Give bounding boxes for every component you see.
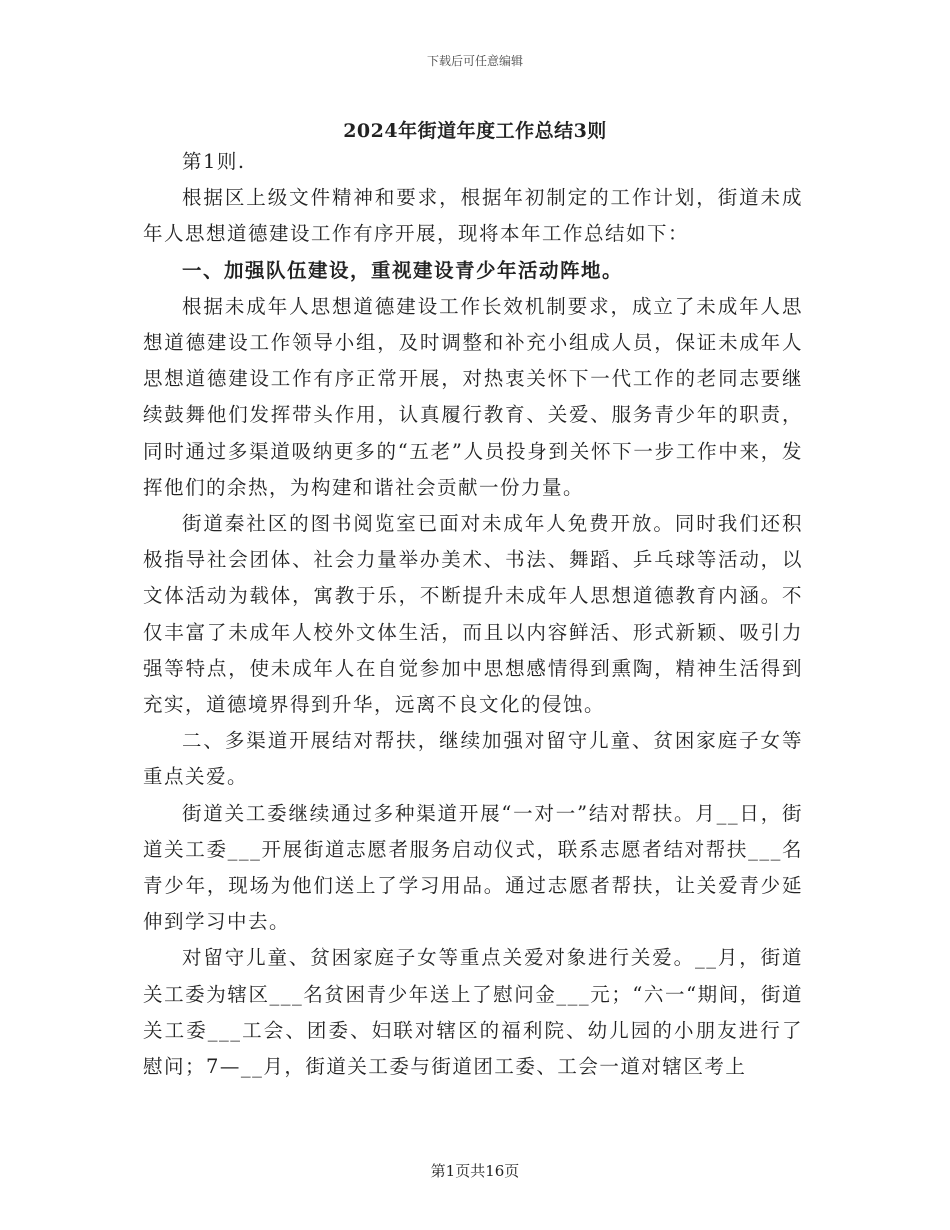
- paragraph: 根据未成年人思想道德建设工作长效机制要求，成立了未成年人思想道德建设工作领导小组，及时调整和补充小组成人员，保证未成年人思想道德建设工作有序正常开展，对热衷关怀下一代工作的老同志要继续鼓舞他们发挥带头作用，认真履行教育、关爱、服务青少年的职责，同时通过多渠道吸纳更多的“五老”人员投身到关怀下一步工作中来，发挥他们的余热，为构建和谐社会贡献一份力量。: [143, 294, 803, 499]
- paragraph-section-label: 第1则.: [182, 150, 246, 173]
- document-title: 2024年街道年度工作总结3则: [343, 120, 607, 142]
- paragraph: 对留守儿童、贫困家庭子女等重点关爱对象进行关爱。__月，街道关工委为辖区___名贫困青少年送上了慰问金___元；“六一“期间，街道关工委___工会、团委、妇联对辖区的福利院、幼儿园的小朋友进行了慰问；7—__月，街道关工委与街道团工委、工会一道对辖区考上: [143, 946, 803, 1079]
- paragraph: 街道秦社区的图书阅览室已面对未成年人免费开放。同时我们还积极指导社会团体、社会力量举办美术、书法、舞蹈、乒乓球等活动，以文体活动为载体，寓教于乐，不断提升未成年人思想道德教育内涵。不仅丰富了未成年人校外文体生活，而且以内容鲜活、形式新颖、吸引力强等特点，使未成年人在自觉参加中思想感情得到熏陶，精神生活得到充实，道德境界得到升华，远离不良文化的侵蚀。: [143, 512, 803, 717]
- section-heading-2: 二、多渠道开展结对帮扶，继续加强对留守儿童、贫困家庭子女等重点关爱。: [143, 729, 803, 789]
- section-heading-1: 一、加强队伍建设，重视建设青少年活动阵地。: [182, 258, 624, 282]
- header-note: 下载后可任意编辑: [426, 54, 523, 68]
- document-body: [143, 144, 803, 1085]
- page-footer: 第1页共16页: [430, 1162, 520, 1180]
- paragraph: 街道关工委继续通过多种渠道开展“一对一”结对帮扶。月__日，街道关工委___开展街道志愿者服务启动仪式，联系志愿者结对帮扶___名青少年，现场为他们送上了学习用品。通过志愿者帮扶，让关爱青少延伸到学习中去。: [143, 801, 803, 934]
- paragraph-intro: 根据区上级文件精神和要求，根据年初制定的工作计划，街道未成年人思想道德建设工作有序开展，现将本年工作总结如下：: [143, 186, 803, 246]
